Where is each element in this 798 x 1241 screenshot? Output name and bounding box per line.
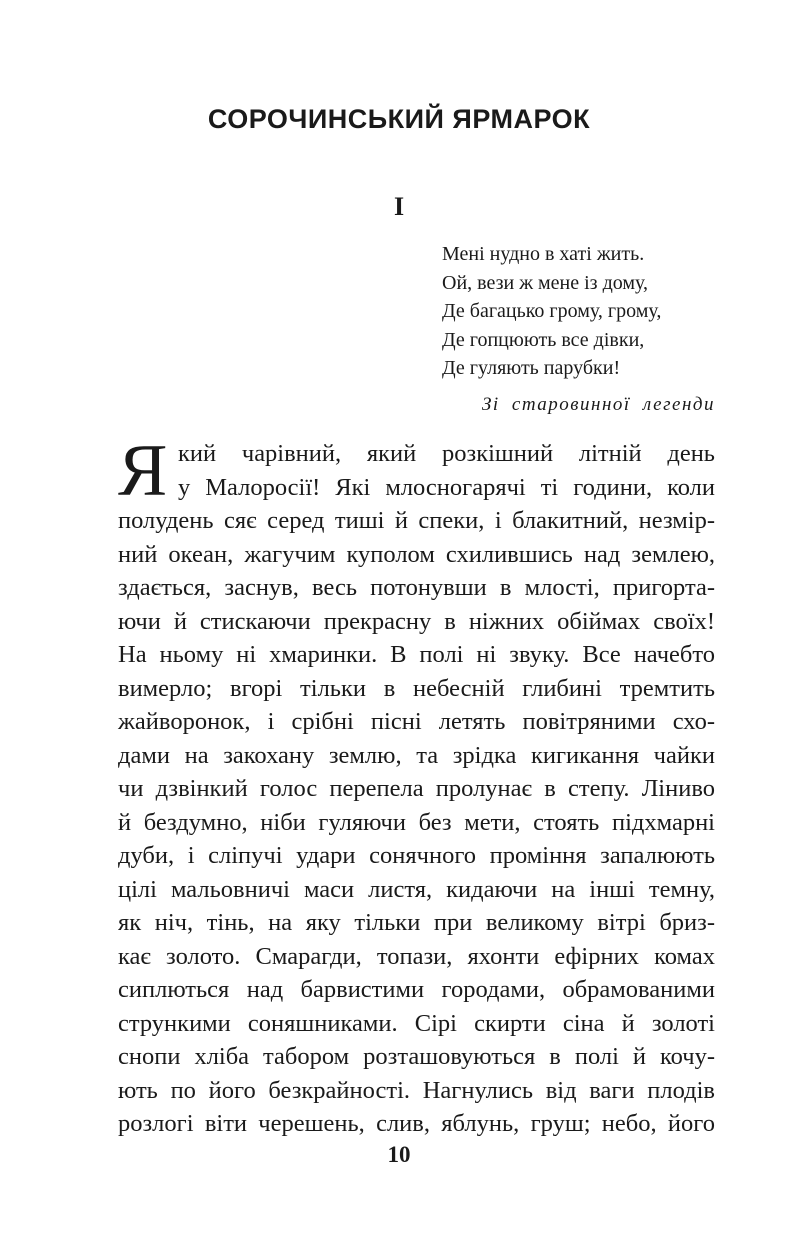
text-line: кий чарівний, який розкішний літній день [178,440,715,467]
text-line: як ніч, тінь, на яку тільки при великому вітрі бриз- [118,909,715,936]
text-line: стрункими соняшниками. Сірі скирти сіна й золоті [118,1009,715,1037]
drop-cap: Я [118,430,168,512]
chapter-number: I [393,192,405,221]
text-line: вимерло; вгорі тільки в небесній глибині тремтить [118,674,715,702]
text-line: здається, заснув, весь потонувши в млості, пригорта- [118,574,715,601]
epigraph-line: Ой, вези ж мене із дому, [442,271,649,294]
text-line: жайворонок, і срібні пісні летять повітряними схо- [118,708,715,735]
text-line: полудень сяє серед тиші й спеки, і блакитний, незмір- [118,507,715,534]
text-line: дами на закохану землю, та зрідка кигикання чайки [118,741,715,769]
text-line: сиплються над барвистими городами, обрамованими [118,976,715,1003]
story-title: СОРОЧИНСЬКИЙ ЯРМАРОК [207,104,591,134]
epigraph-source: Зі старовинної легенди [481,394,715,415]
text-line: снопи хліба табором розташовуються в полі й кочу- [118,1043,715,1070]
body-text [118,430,715,1141]
text-line: й бездумно, ніби гуляючи без мети, стоять підхмарні [118,808,715,836]
text-line: розлогі віти черешень, слив, яблунь, груш; небо, його [118,1110,715,1137]
epigraph-line: Де гопцюють все дівки, [442,328,645,351]
text-line: ючи й стискаючи прекрасну в ніжних обіймах своїх! [118,607,715,635]
epigraph-line: Де гуляють парубки! [442,357,621,379]
text-line: ють по його безкрайності. Нагнулись від ваги плодів [118,1076,715,1104]
text-line: дуби, і сліпучі удари сонячного проміння запалюють [118,842,715,869]
epigraph-line: Мені нудно в хаті жить. [442,243,645,265]
text-line: На ньому ні хмаринки. В полі ні звуку. Все начебто [118,641,715,668]
epigraph [442,240,732,383]
text-line: ний океан, жагучим куполом схилившись над землею, [118,540,715,568]
epigraph-line: Де багацько грому, грому, [442,300,662,322]
text-line: цілі мальовничі маси листя, кидаючи на інші темну, [118,875,715,903]
text-line: кає золото. Смарагди, топази, яхонти ефірних комах [118,942,715,970]
text-line: чи дзвінкий голос перепела пролунає в степу. Ліниво [118,775,715,802]
page-number: 10 [387,1142,411,1167]
text-line: у Малоросії! Які млосногарячі ті години, коли [178,473,715,501]
